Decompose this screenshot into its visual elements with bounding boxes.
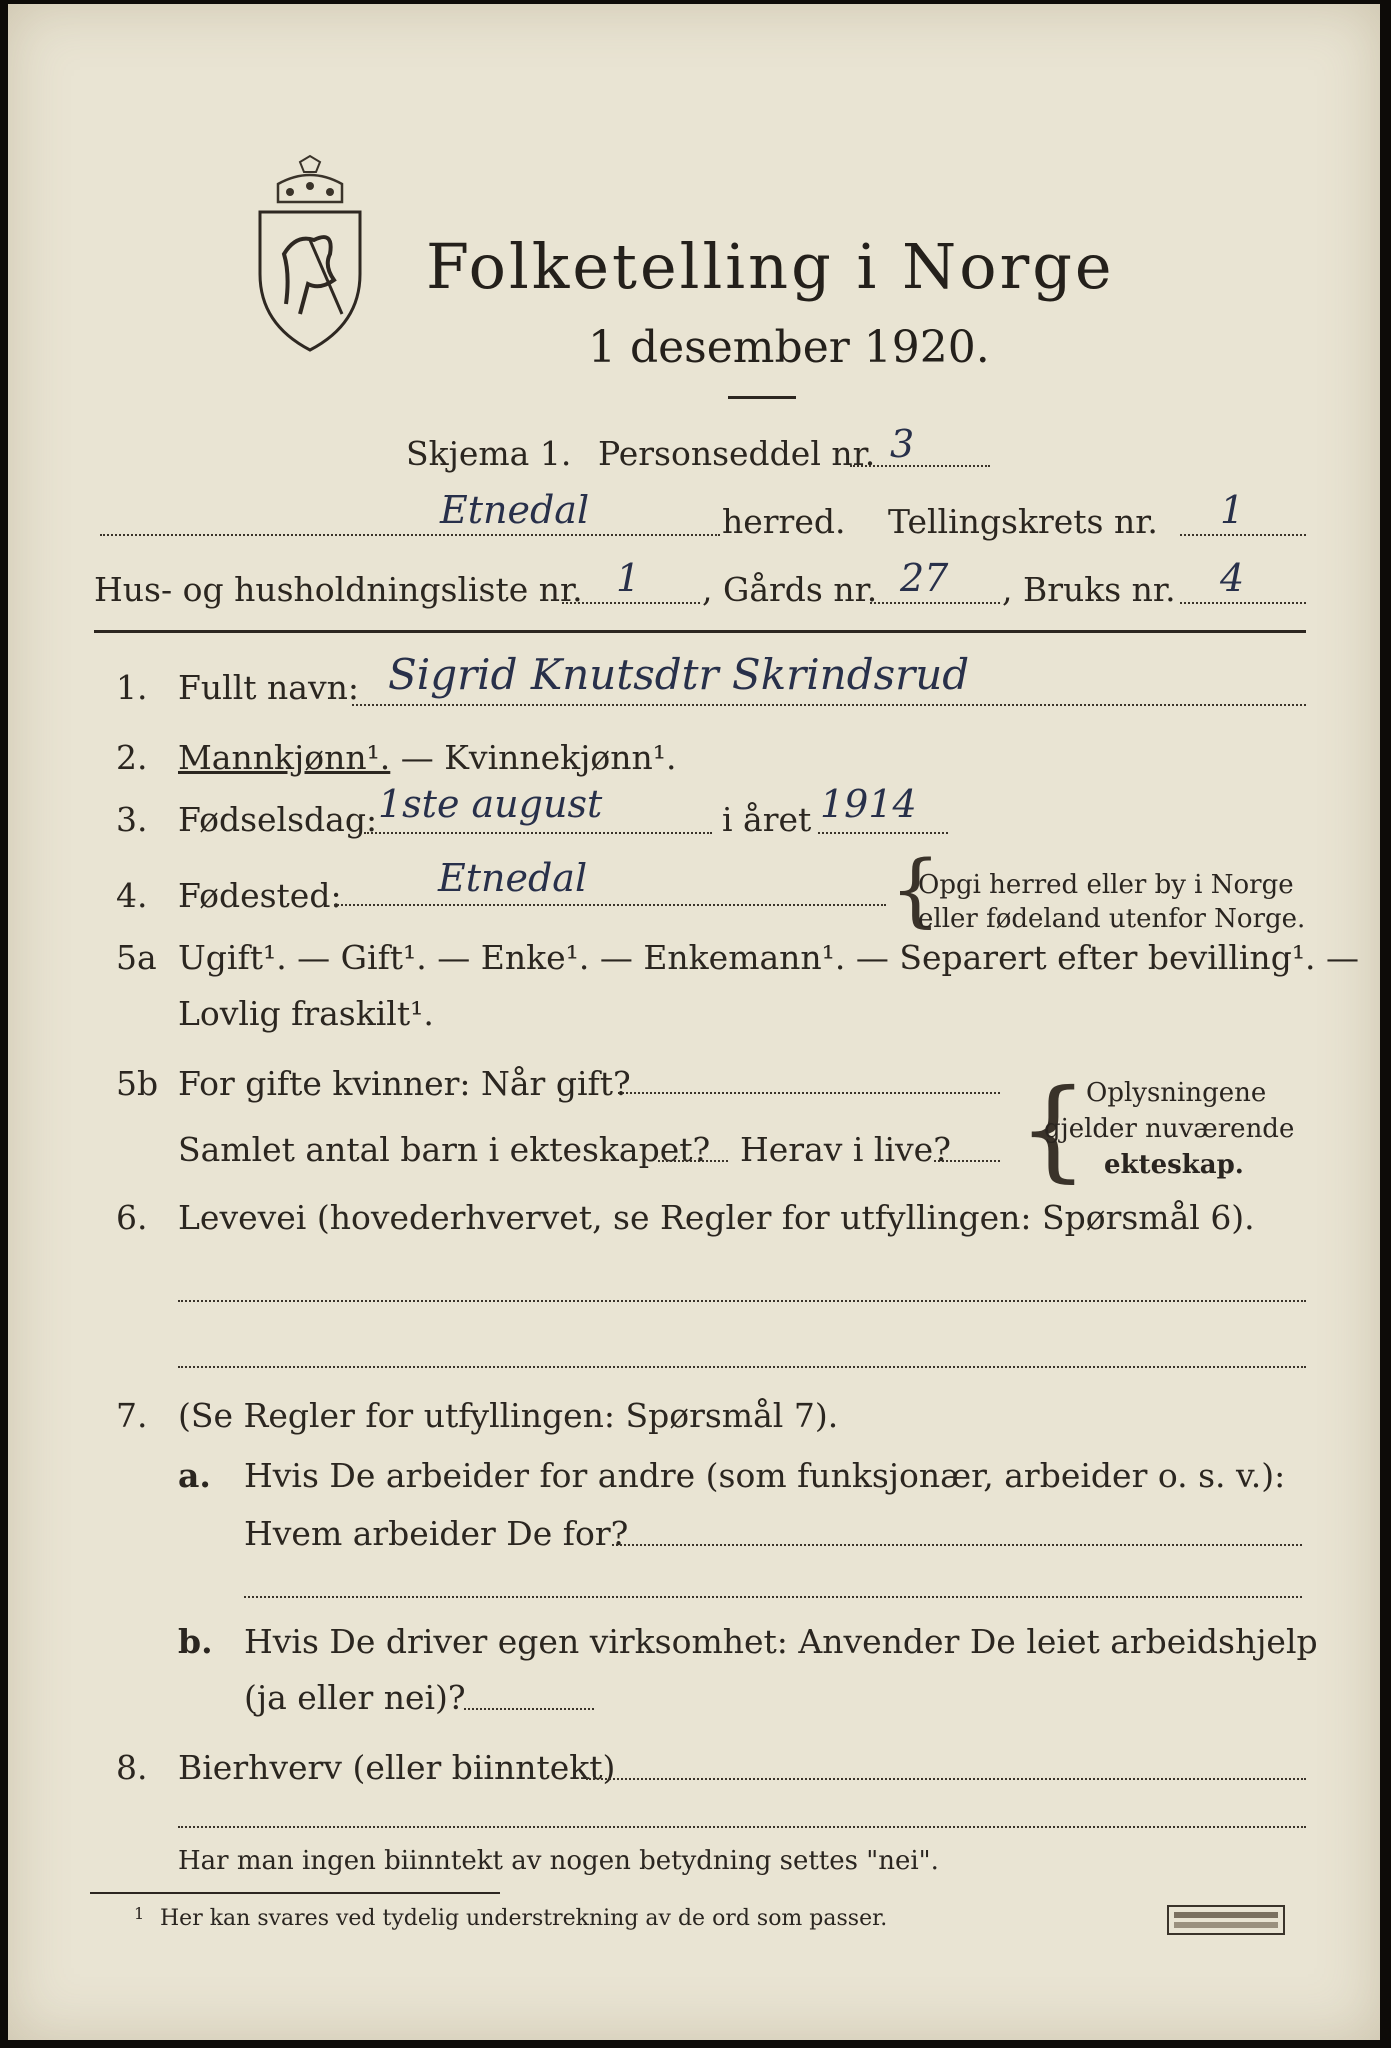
q2-number: 2. [116,738,148,777]
footnote-divider [90,1892,500,1894]
married-when-field[interactable] [618,1092,1000,1094]
q3-year-label: i året [722,800,812,839]
q5b-note-line1: Oplysningene [1086,1078,1267,1108]
q5b-alive-label: Herav i live? [740,1130,951,1169]
gards-label: , Gårds nr. [702,570,878,609]
tellingskrets-label: Tellingskrets nr. [888,502,1158,541]
bruks-label: , Bruks nr. [1002,570,1176,609]
female-option[interactable]: Kvinnekjønn¹. [444,738,677,777]
q6-number: 6. [116,1198,148,1237]
q5b-brace: { [1018,1065,1088,1193]
personseddel-field[interactable] [850,465,990,467]
gards-field[interactable] [870,602,1000,604]
schema-label: Skjema 1. [406,434,572,473]
q7-label: (Se Regler for utfyllingen: Spørsmål 7). [178,1396,839,1435]
q4-brace: { [890,843,941,936]
birthday-field[interactable] [364,832,712,834]
birth-year-value: 1914 [820,782,917,826]
sex-options [178,738,677,777]
q5b-note-line3: ekteskap. [1104,1150,1244,1180]
birthday-value: 1ste august [378,782,603,826]
q1-number: 1. [116,668,148,707]
q5b-number: 5b [116,1064,159,1103]
header-divider [94,630,1306,633]
q4-note-line2: eller fødeland utenfor Norge. [918,904,1306,934]
q3-number: 3. [116,800,148,839]
children-alive-field[interactable] [934,1160,1000,1162]
q7a-line1: Hvis De arbeider for andre (som funksjonær, arbeider o. s. v.): [244,1456,1286,1495]
q7a-line2: Hvem arbeider De for? [244,1514,629,1553]
tellingskrets-field[interactable] [1180,534,1306,536]
tellingskrets-value: 1 [1220,488,1245,532]
gards-value: 27 [900,556,949,600]
q7b-line2: (ja eller nei)? [244,1678,466,1717]
q4-note-line1: Opgi herred eller by i Norge [918,870,1294,900]
employer-field[interactable] [612,1544,1302,1546]
herred-label: herred. [722,502,846,541]
side-income-field[interactable] [586,1778,1306,1780]
children-count-field[interactable] [658,1160,728,1162]
printer-stamp-icon [1166,1904,1286,1936]
personseddel-value: 3 [890,422,915,466]
full-name-value: Sigrid Knutsdtr Skrindsrud [388,650,970,699]
full-name-field[interactable] [352,704,1306,706]
q8-note: Har man ingen biinntekt av nogen betydning settes "nei". [178,1846,939,1876]
title-divider [728,396,796,399]
household-list-field[interactable] [562,602,700,604]
birth-year-field[interactable] [818,832,948,834]
q5b-children-label: Samlet antal barn i ekteskapet? [178,1130,711,1169]
occupation-field-1[interactable] [178,1300,1306,1302]
q5b-married-when-label: For gifte kvinner: Når gift? [178,1064,631,1103]
q8-number: 8. [116,1748,148,1787]
birthplace-field[interactable] [334,904,886,906]
q7a-number: a. [178,1456,211,1495]
coat-of-arms-icon [250,154,370,354]
hired-help-field[interactable] [464,1708,594,1710]
herred-field[interactable] [100,534,720,536]
household-list-label: Hus- og husholdningsliste nr. [94,570,583,609]
q1-label: Fullt navn: [178,668,359,707]
form-date: 1 desember 1920. [588,322,990,373]
household-list-value: 1 [616,556,641,600]
form-title: Folketelling i Norge [426,230,1115,303]
q5a-number: 5a [116,938,157,977]
bruks-value: 4 [1220,556,1245,600]
birthplace-value: Etnedal [438,856,588,900]
q7b-number: b. [178,1622,213,1661]
side-income-field-2[interactable] [178,1826,1306,1828]
q7-number: 7. [116,1396,148,1435]
footnote-mark: 1 [134,1904,145,1923]
q4-number: 4. [116,876,148,915]
personseddel-label: Personseddel nr. [598,434,876,473]
herred-value: Etnedal [440,488,590,532]
footnote-text: Her kan svares ved tydelig understrekning av de ord som passer. [160,1906,888,1931]
q3-label: Fødselsdag: [178,800,378,839]
employer-field-2[interactable] [244,1596,1302,1598]
census-form [8,4,1380,2040]
q4-label: Fødested: [178,876,342,915]
marital-status-options[interactable]: Ugift¹. — Gift¹. — Enke¹. — Enkemann¹. — Separert efter bevilling¹. — [178,938,1360,977]
sex-separator: — [390,738,445,777]
q8-label: Bierhverv (eller biinntekt) [178,1748,616,1787]
occupation-field-2[interactable] [178,1366,1306,1368]
q6-label: Levevei (hovederhvervet, se Regler for utfyllingen: Spørsmål 6). [178,1198,1255,1237]
q7b-line1: Hvis De driver egen virksomhet: Anvender De leiet arbeidshjelp [244,1622,1318,1661]
q5b-note-line2: gjelder nuværende [1044,1114,1295,1144]
divorced-option[interactable]: Lovlig fraskilt¹. [178,994,434,1033]
male-option[interactable]: Mannkjønn¹. [178,738,391,777]
bruks-field[interactable] [1180,602,1306,604]
